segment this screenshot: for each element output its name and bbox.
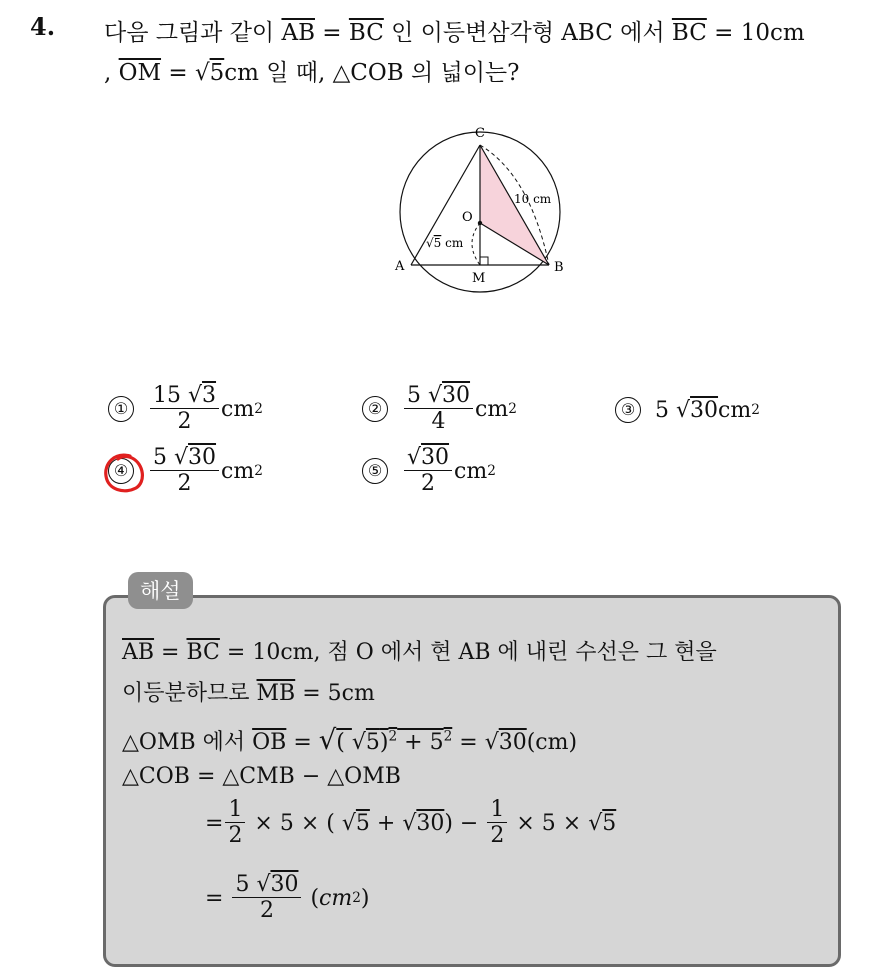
sqrt: √30 <box>402 810 445 836</box>
choice-number: ② <box>362 396 388 422</box>
unit: (cm) <box>526 730 578 755</box>
numerator <box>232 872 301 898</box>
radicand <box>336 730 452 755</box>
answer-mark-icon <box>100 450 148 496</box>
paren: ( <box>336 730 352 755</box>
fraction <box>487 797 507 850</box>
fraction <box>404 445 452 498</box>
paren: ) <box>360 885 370 911</box>
numerator <box>404 383 473 409</box>
choice-2[interactable] <box>362 383 517 436</box>
question-text: 다음 그림과 같이 <box>104 20 282 46</box>
segment-om: $\overline{OM}$ <box>118 60 162 86</box>
sqrt: √30 <box>428 383 471 408</box>
segment-ab: $\overline{AB}$ <box>281 20 315 46</box>
sqrt: √30 <box>676 397 719 423</box>
segment-ab: $\overline{AB}$ <box>122 640 155 665</box>
coefficient: 5 <box>235 872 257 897</box>
coefficient: 15 <box>153 383 181 408</box>
radicand: 5 <box>365 730 380 755</box>
question-line-2 <box>104 54 519 87</box>
solution-text: × 5 × ( <box>247 810 342 836</box>
unit: cm <box>454 458 488 484</box>
sqrt: √3 <box>188 383 217 408</box>
unit: cm <box>221 396 255 422</box>
sqrt: √5 <box>351 730 380 755</box>
sqrt: √30 <box>407 445 450 470</box>
label-m: M <box>472 271 486 286</box>
question-text: 인 이등변삼각형 ABC 에서 <box>383 20 672 46</box>
unit: cm <box>475 396 509 422</box>
segment-bc: $\overline{BC}$ <box>348 20 384 46</box>
coefficient: 5 <box>153 445 167 470</box>
coefficient: 5 <box>407 383 421 408</box>
solution-line-5 <box>205 797 616 850</box>
denominator: 2 <box>228 823 243 849</box>
question-number: 4. <box>30 12 56 41</box>
segment-bc: $\overline{BC}$ <box>186 640 220 665</box>
label-length-om: √5 cm <box>426 236 464 250</box>
question-line-1 <box>104 14 805 47</box>
equals-sign: = <box>205 810 224 836</box>
choice-number: ③ <box>615 397 641 423</box>
geometry-figure <box>380 115 590 315</box>
solution-line-4: △COB = △CMB − △OMB <box>122 764 401 789</box>
choice-number: ④ <box>108 458 134 484</box>
radicand: 30 <box>442 383 471 408</box>
radicand: 30 <box>416 810 445 836</box>
solution-text: 이등분하므로 <box>122 681 257 706</box>
exponent: 2 <box>254 401 263 418</box>
label-b: B <box>554 260 564 275</box>
solution-text: = 5cm <box>295 681 375 706</box>
sqrt: √30 <box>174 445 217 470</box>
sqrt: √5 <box>588 810 617 836</box>
center-point <box>478 221 482 225</box>
right-angle-mark <box>480 257 488 265</box>
equals-sign: = <box>205 885 231 911</box>
label-length-cb: 10 cm <box>514 192 552 206</box>
radicand: 5 <box>209 60 225 86</box>
fraction <box>232 872 301 925</box>
paren: ) <box>379 730 389 755</box>
segment-bc: $\overline{BC}$ <box>671 20 707 46</box>
sqrt: √30 <box>256 872 299 897</box>
fraction <box>404 383 473 436</box>
solution-tag: 해설 <box>128 572 193 609</box>
label-a: A <box>395 259 405 274</box>
solution-line-2 <box>122 676 375 707</box>
radicand: 30 <box>188 445 217 470</box>
numerator: 1 <box>225 797 245 823</box>
solution-line-1 <box>122 635 717 666</box>
unit: cm <box>718 397 752 423</box>
denominator: 2 <box>259 898 274 924</box>
exponent: 2 <box>508 401 517 418</box>
exponent: 2 <box>254 463 263 480</box>
solution-line-6 <box>205 872 370 925</box>
choice-number: ⑤ <box>362 458 388 484</box>
equals-sign: = <box>314 20 349 46</box>
radicand: 30 <box>421 445 450 470</box>
denominator: 2 <box>490 823 505 849</box>
coefficient: 5 <box>655 397 669 423</box>
label-o: O <box>462 210 473 225</box>
numerator: 1 <box>487 797 507 823</box>
exponent: 2 <box>751 402 760 418</box>
solution-text: △OMB 에서 <box>122 730 253 755</box>
unit: cm <box>221 458 255 484</box>
radicand: 30 <box>498 730 527 755</box>
choice-3[interactable] <box>615 397 760 423</box>
sqrt: √5 <box>194 60 225 86</box>
numerator <box>404 445 452 471</box>
choice-1[interactable] <box>108 383 263 436</box>
fraction <box>150 445 219 498</box>
sqrt: √( $√5)^2 + 5^2$ <box>318 724 453 756</box>
equals-sign: = <box>452 730 485 755</box>
radicand: 3 <box>202 383 217 408</box>
choice-number: ① <box>108 396 134 422</box>
solution-line-3 <box>122 724 577 756</box>
radicand: 5 <box>355 810 370 836</box>
equals-sign: = <box>286 730 319 755</box>
denominator: 2 <box>177 409 192 435</box>
radicand: 30 <box>270 872 299 897</box>
solution-text: ) − <box>444 810 486 836</box>
exponent: 2 <box>388 728 398 745</box>
numerator <box>150 445 219 471</box>
denominator: 4 <box>431 409 446 435</box>
choice-5[interactable] <box>362 445 496 498</box>
exponent: 2 <box>352 890 361 907</box>
equals-sign: = <box>154 640 187 665</box>
label-c: C <box>475 126 485 141</box>
question-text: = 10cm <box>706 20 805 46</box>
sqrt: √5 <box>341 810 370 836</box>
plus-sign: + <box>369 810 403 836</box>
paren: ( <box>303 885 320 911</box>
denominator: 2 <box>421 471 436 497</box>
solution-text: = 10cm, 점 O 에서 현 AB 에 내린 수선은 그 현을 <box>219 640 717 665</box>
exponent: 2 <box>443 728 453 745</box>
plus-term: + 5 <box>397 730 444 755</box>
fraction <box>225 797 245 850</box>
fraction <box>150 383 219 436</box>
solution-text: × 5 × <box>509 810 589 836</box>
question-text: , <box>104 60 119 86</box>
segment-ob: $\overline{OB}$ <box>252 730 287 755</box>
sqrt: √30 <box>484 730 527 755</box>
radicand: 30 <box>690 397 719 423</box>
arc-dashed-om <box>472 223 480 265</box>
denominator: 2 <box>177 471 192 497</box>
equals-sign: = <box>161 60 195 86</box>
unit: cm <box>319 885 353 911</box>
numerator <box>150 383 219 409</box>
question-text: cm 일 때, △COB 의 넓이는? <box>224 60 520 86</box>
exponent: 2 <box>487 463 496 480</box>
segment-mb: $\overline{MB}$ <box>256 681 296 706</box>
radicand: 5 <box>602 810 617 836</box>
